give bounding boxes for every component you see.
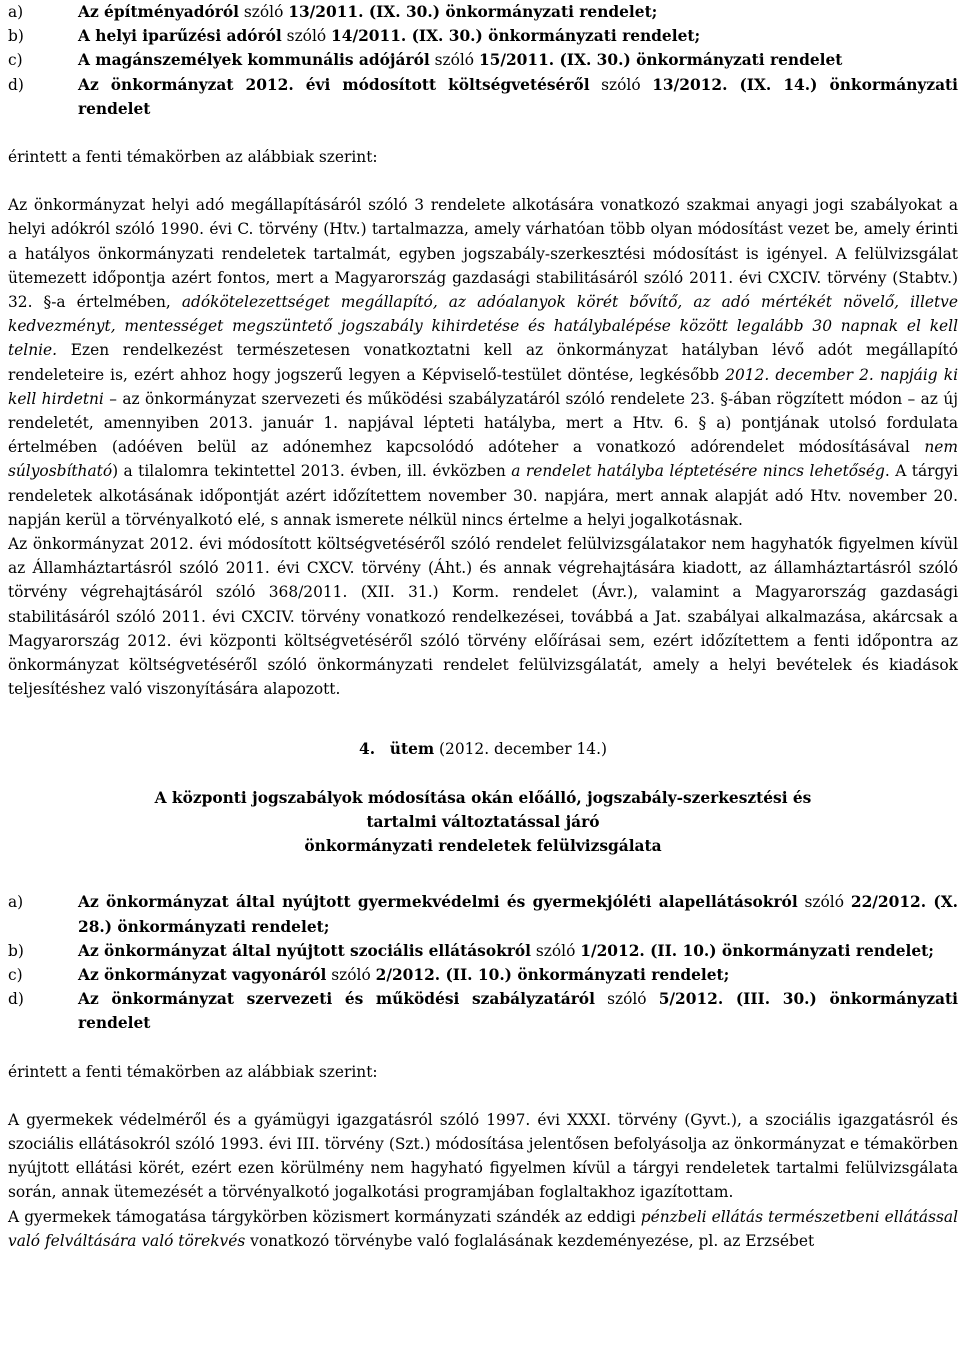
regulation-list-2	[8, 890, 958, 1035]
text-run: Ezen rendelkezést természetesen vonatkoztatni kell az önkormányzat hatályban lévő adót megállapító rendeleteire is, ezért ahhoz hogy jogszerű legyen a Képviselő-testület döntése, legkésőbb	[8, 341, 958, 384]
regulation-number: 1/2012. (II. 10.) önkormányzati rendelet;	[580, 941, 934, 960]
list-marker: b)	[8, 27, 24, 46]
regulation-number: 5/2012. (III. 30.) önkormányzati rendelet	[78, 990, 958, 1033]
list-item	[8, 48, 958, 72]
list-marker: d)	[8, 990, 24, 1009]
regulation-number: 13/2011. (IX. 30.) önkormányzati rendelet;	[288, 3, 658, 21]
heading-line: A központi jogszabályok módosítása okán előálló, jogszabály-szerkesztési és	[154, 788, 812, 807]
list-marker: a)	[8, 893, 24, 912]
regulation-title: Az építményadóról	[78, 3, 239, 21]
stage-heading	[8, 737, 958, 761]
text-run: – az önkormányzat szervezeti és működési szabályzatáról szóló rendelete 23. §-ában rögzített módon – az új rendeletét, amennyiben 2013. január 1. napjával lépteti hatályba, mert a Htv. 6. § a) pontjának utolsó fordulata értelmében (adóéven belül az adónemhez kapcsolódó adóteher a vonatkozó adórendelet módosításával	[8, 389, 958, 457]
regulation-title: Az önkormányzat által nyújtott gyermekvédelmi és gyermekjóléti alapellátásokról	[78, 893, 798, 912]
intro-text: érintett a fenti témakörben az alábbiak szerint:	[8, 148, 378, 167]
list-marker: c)	[8, 965, 23, 984]
list-marker: b)	[8, 941, 24, 960]
regulation-title: Az önkormányzat szervezeti és működési szabályzatáról	[78, 990, 595, 1009]
paragraph-child-protection: A gyermekek védelméről és a gyámügyi igazgatásról szóló 1997. évi XXXI. törvény (Gyvt.), a szociális igazgatásról és szociális ellátásokról szóló 1993. évi III. törvény (Szt.) módosítása jelentősen befolyásolja az önkormányzat e témakörben nyújtott ellátási körét, ezért ezen körülmény nem hagyható figyelmen kívül a tárgyi rendeletek tartalmi felülvizsgálata során, annak ütemezését a törvényalkotó jogalkotási programjában foglaltakhoz igazítottam.	[8, 1110, 958, 1202]
text-run: . A tárgyi rendeletek alkotásának időpontját azért időzítettem november 30. napjára, mert annak alapját adó Htv. november 20. napján kerül a törvényalkotó elé, s annak ismerete nélkül nincs értelme a helyi jogalkotásnak.	[8, 462, 958, 529]
regulation-title: Az önkormányzat vagyonáról	[78, 965, 327, 984]
list-marker: c)	[8, 51, 23, 70]
italic-run: adókötelezettséget megállapító, az adóalanyok körét bővítő, az adó mértékét növelő, illetve kedvezményt, mentességet megszüntető jogszabály kihirdetése és hatálybalépése között legalább 30 napnak el kell telnie.	[8, 293, 958, 360]
list-item	[8, 987, 958, 1035]
stage-label: ütem	[389, 740, 435, 759]
regulation-list-1	[8, 0, 958, 121]
paragraph-support	[8, 1205, 958, 1253]
regulation-number: 14/2011. (IX. 30.) önkormányzati rendelet;	[331, 27, 701, 46]
regulation-number: 13/2012. (IX. 14.) önkormányzati rendelet	[78, 75, 958, 118]
connector-text: szóló	[281, 27, 332, 46]
regulation-title: A helyi iparűzési adóról	[78, 27, 282, 46]
connector-text: szóló	[589, 75, 653, 94]
stage-number: 4.	[359, 740, 376, 759]
connector-text: szóló	[429, 51, 479, 70]
list-item	[8, 24, 958, 48]
list-item	[8, 890, 958, 938]
regulation-number: 2/2012. (II. 10.) önkormányzati rendelet;	[375, 965, 730, 984]
italic-run: a rendelet hatályba léptetésére nincs lehetőség	[511, 462, 885, 481]
text-run: vonatkozó törvénybe való foglalásának kezdeményezése, pl. az Erzsébet	[245, 1231, 815, 1250]
list-item	[8, 0, 958, 24]
list-item	[8, 73, 958, 121]
connector-text: szóló	[594, 990, 659, 1009]
connector-text: szóló	[530, 941, 581, 960]
text-run: ) a tilalomra tekintettel 2013. évben, ill. évközben	[112, 462, 512, 481]
section-heading-line-2	[8, 810, 958, 834]
regulation-title: Az önkormányzat 2012. évi módosított költségvetéséről	[78, 75, 590, 94]
heading-line: önkormányzati rendeletek felülvizsgálata	[304, 837, 662, 856]
text-run: Az önkormányzat helyi adó megállapításáról szóló 3 rendelete alkotására vonatkozó szakmai anyagi jogi szabályokat a helyi adókról szóló 1990. évi C. törvény (Htv.) tartalmazza, amely várhatóan több olyan módosítást vezet be, amely érinti a hatályos önkormányzati rendeletek tartalmát, egyben jogszabály-szerkesztési módosítást is igényel. A felülvizsgálat ütemezett időpontja azért fontos, mert a Magyarország gazdasági stabilitásáról szóló 2011. évi CXCIV. törvény (Stabtv.) 32. §-a értelmében,	[8, 196, 958, 312]
list-marker: d)	[8, 75, 24, 94]
list-item	[8, 963, 958, 987]
section-heading	[8, 786, 958, 810]
regulation-number: 15/2011. (IX. 30.) önkormányzati rendelet	[478, 51, 843, 70]
heading-line: tartalmi változtatással járó	[366, 812, 600, 831]
list-marker: a)	[8, 3, 24, 21]
italic-run: 2012. december 2. napjáig ki kell hirdetni	[8, 365, 959, 408]
connector-text: szóló	[238, 3, 289, 21]
italic-run: pénzbeli ellátás természetbeni ellátással való felváltására való törekvés	[8, 1207, 958, 1250]
italic-run: nem súlyosbítható	[8, 438, 958, 481]
list-item	[8, 939, 958, 963]
text-run: A gyermekek támogatása tárgykörben közismert kormányzati szándék az eddigi	[8, 1207, 641, 1226]
document-page	[8, 0, 958, 1253]
regulation-title: A magánszemélyek kommunális adójáról	[78, 51, 430, 70]
section-heading-line-3	[8, 834, 958, 858]
paragraph-budget: Az önkormányzat 2012. évi módosított költségvetéséről szóló rendelet felülvizsgálatakor nem hagyhatók figyelmen kívül az Államháztartásról szóló 2011. évi CXCV. törvény (Áht.) és annak végrehajtására kiadott, az államháztartásról szóló törvény végrehajtásáról szóló 368/2011. (XII. 31.) Korm. rendelet (Ávr.), valamint a Magyarország gazdasági stabilitásáról szóló 2011. évi CXCIV. törvény vonatkozó rendelkezései, továbbá a Jat. szabályai alkalmazása, akárcsak a Magyarország 2012. évi központi költségvetéséről szóló törvény előírásai sem, ezért időzítettem a fenti időpontra az önkormányzat költségvetéséről szóló önkormányzati rendelet felülvizsgálatát, amely a helyi bevételek és kiadások teljesítéshez való viszonyítására alapozott.	[8, 535, 958, 699]
intro-text: érintett a fenti témakörben az alábbiak szerint:	[8, 1062, 378, 1081]
connector-text: szóló	[326, 965, 376, 984]
regulation-title: Az önkormányzat által nyújtott szociális ellátásokról	[78, 941, 531, 960]
regulation-number: 22/2012. (X. 28.) önkormányzati rendelet;	[78, 893, 959, 936]
connector-text: szóló	[797, 893, 851, 912]
stage-date: (2012. december 14.)	[434, 740, 607, 759]
paragraph-tax	[8, 193, 958, 532]
